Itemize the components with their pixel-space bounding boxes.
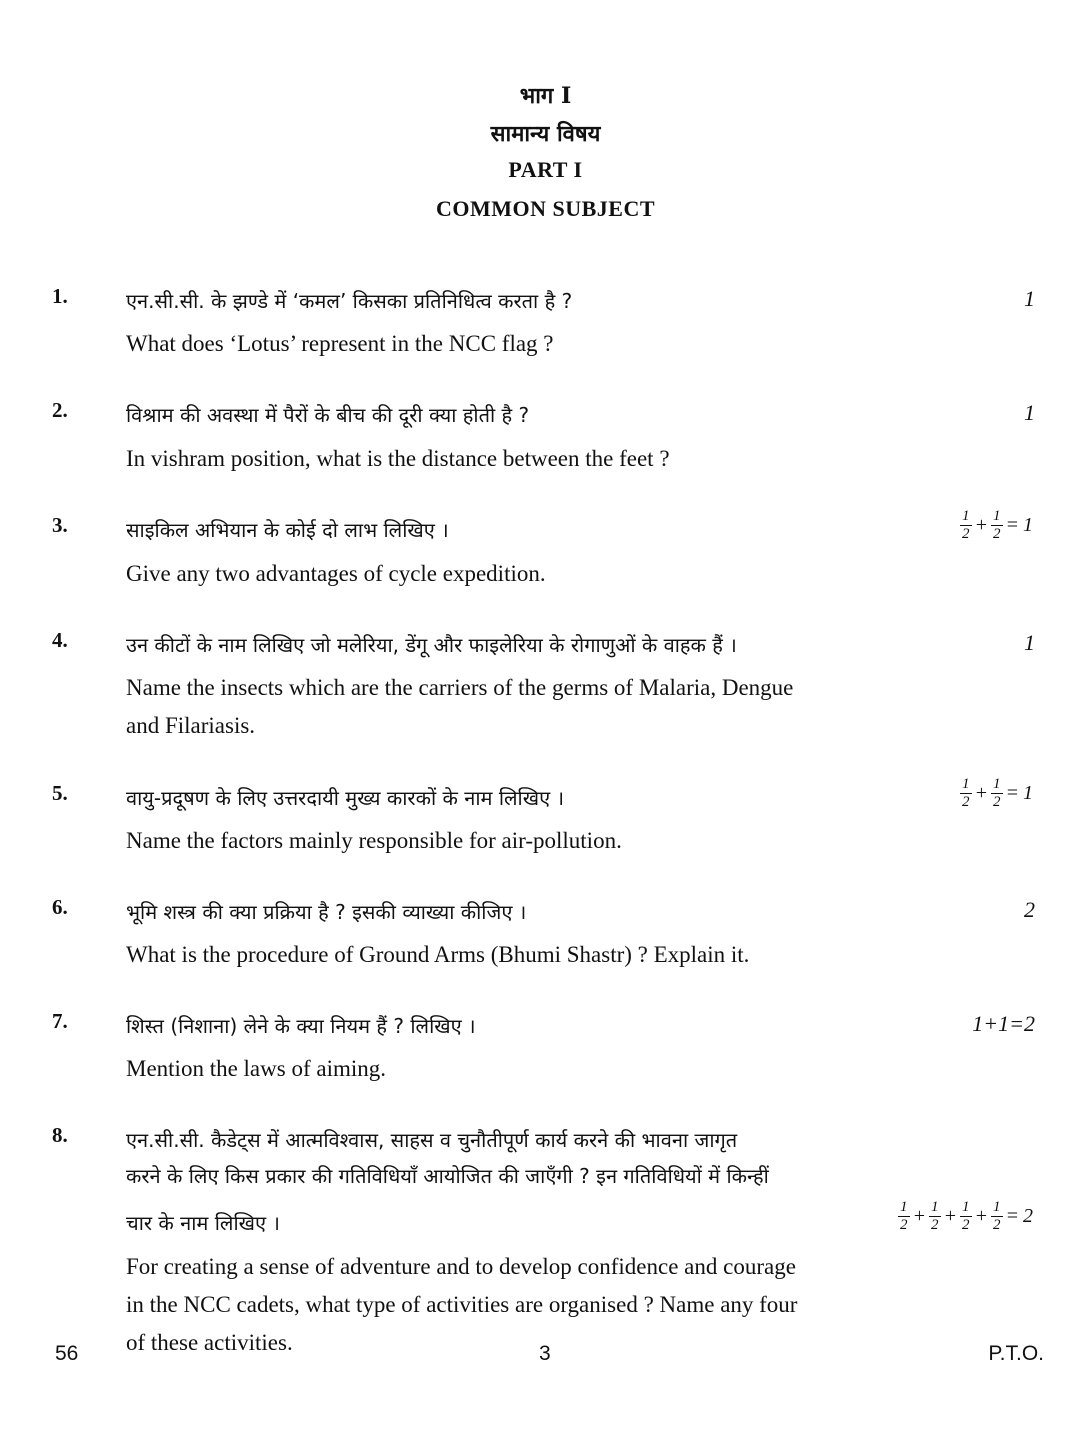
question-marks: $\frac{1}{2}$ + $\frac{1}{2}$ = 1 <box>962 508 1033 542</box>
question-text-english-line-2: in the NCC cadets, what type of activities are organised ? Name any four <box>126 1292 798 1317</box>
question-number: 3. <box>52 513 68 537</box>
part-title-english: PART I <box>508 157 583 182</box>
question-marks: 1 <box>1024 630 1035 655</box>
subject-title-english: COMMON SUBJECT <box>435 196 656 221</box>
fraction: $\frac{1}{2}$ <box>962 1199 970 1233</box>
paper-code: 56 <box>55 1342 79 1365</box>
fraction: $\frac{1}{2}$ <box>993 1199 1001 1233</box>
page-number: 3 <box>539 1342 551 1365</box>
question-text-hindi: भूमि शस्त्र की क्या प्रक्रिया है ? इसकी व्याख्या कीजिए । <box>126 900 527 924</box>
question-number: 2. <box>52 398 68 422</box>
question-text-hindi: उन कीटों के नाम लिखिए जो मलेरिया, डेंगू और फाइलेरिया के रोगाणुओं के वाहक हैं । <box>126 633 737 657</box>
fraction: $\frac{1}{2}$ <box>962 508 970 542</box>
question-text-hindi: साइकिल अभियान के कोई दो लाभ लिखिए । <box>126 518 449 542</box>
question-text-english: In vishram position, what is the distance between the feet ? <box>126 446 670 471</box>
question-text-english-line-1: Name the insects which are the carriers of the germs of Malaria, Dengue <box>126 675 794 700</box>
question-text-hindi: एन.सी.सी. के झण्डे में ‘कमल’ किसका प्रतिनिधित्व करता है ? <box>126 289 573 313</box>
question-text-english-line-1: For creating a sense of adventure and to develop confidence and courage <box>126 1254 796 1279</box>
question-number: 1. <box>52 284 68 308</box>
question-text-hindi: वायु-प्रदूषण के लिए उत्तरदायी मुख्य कारकों के नाम लिखिए । <box>126 786 565 810</box>
question-number: 4. <box>52 628 68 652</box>
question-text-hindi-line-2: करने के लिए किस प्रकार की गतिविधियाँ आयोजित की जाएँगी ? इन गतिविधियों में किन्हीं <box>126 1164 769 1188</box>
question-text-english: What does ‘Lotus’ represent in the NCC flag ? <box>126 331 554 356</box>
question-text-hindi: शिस्त (निशाना) लेने के क्या नियम हैं ? लिखिए । <box>126 1014 476 1038</box>
question-number: 6. <box>52 895 68 919</box>
question-text-english: Name the factors mainly responsible for air-pollution. <box>126 828 622 853</box>
fraction: $\frac{1}{2}$ <box>931 1199 939 1233</box>
question-number: 5. <box>52 781 68 805</box>
question-marks: 2 <box>1024 897 1035 922</box>
please-turn-over: P.T.O. <box>988 1342 1044 1365</box>
question-text-english: Mention the laws of aiming. <box>126 1056 386 1081</box>
question-marks: 1 <box>1024 286 1035 311</box>
fraction: $\frac{1}{2}$ <box>962 776 970 810</box>
question-text-english-line-3: of these activities. <box>126 1330 293 1355</box>
part-title-hindi: भाग I <box>519 83 572 109</box>
question-text-english-line-2: and Filariasis. <box>126 713 256 738</box>
question-marks: $\frac{1}{2}$ + $\frac{1}{2}$ + $\frac{1}{2}$ + $\frac{1}{2}$ = 2 <box>900 1199 1033 1233</box>
question-marks: 1 <box>1024 400 1035 425</box>
question-number: 8. <box>52 1123 68 1147</box>
question-text-english: What is the procedure of Ground Arms (Bhumi Shastr) ? Explain it. <box>126 942 750 967</box>
fraction: $\frac{1}{2}$ <box>993 776 1001 810</box>
subject-title-hindi: सामान्य विषय <box>490 121 601 147</box>
question-text-hindi-line-3: चार के नाम लिखिए । <box>126 1211 281 1235</box>
question-marks: $\frac{1}{2}$ + $\frac{1}{2}$ = 1 <box>962 776 1033 810</box>
question-number: 7. <box>52 1009 68 1033</box>
question-text-hindi: विश्राम की अवस्था में पैरों के बीच की दूरी क्या होती है ? <box>126 403 530 427</box>
question-text-english: Give any two advantages of cycle expedition. <box>126 561 546 586</box>
question-text-hindi-line-1: एन.सी.सी. कैडेट्स में आत्मविश्वास, साहस व चुनौतीपूर्ण कार्य करने की भावना जागृत <box>126 1128 738 1152</box>
question-marks: 1+1=2 <box>972 1011 1035 1036</box>
fraction: $\frac{1}{2}$ <box>993 508 1001 542</box>
fraction: $\frac{1}{2}$ <box>900 1199 908 1233</box>
